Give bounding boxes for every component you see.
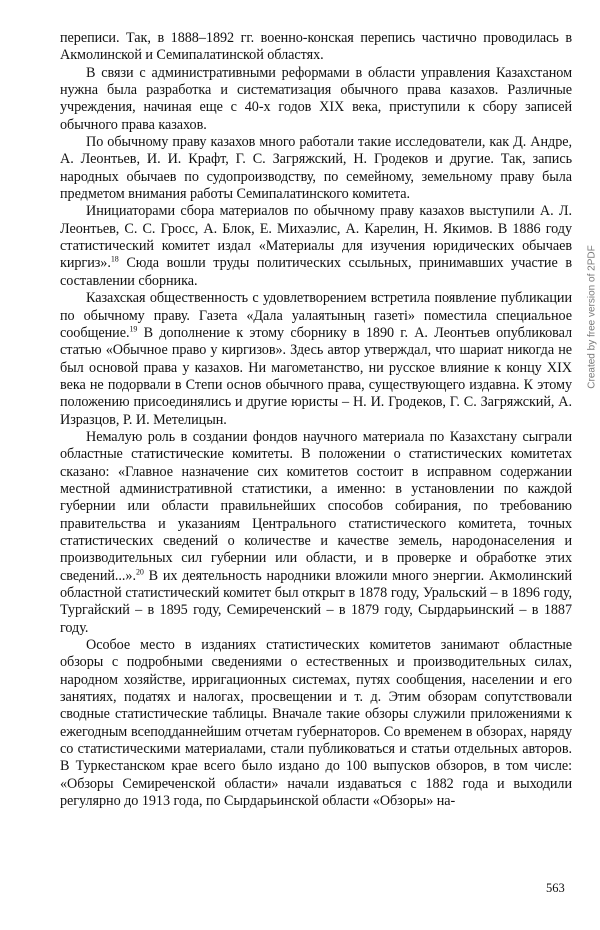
paragraph-6 bbox=[60, 429, 572, 637]
paragraph-text: Сюда вошли труды политических ссыльных, принимавших участие в составлении сборника. bbox=[60, 255, 572, 289]
paragraph-text: Казахская общественность с удовлетворением встретила появление публикации по обычному праву. Газета «Дала уалаятының газеті» поместила специальное сообщение. bbox=[60, 290, 572, 341]
footnote-ref: 19 bbox=[129, 324, 138, 334]
footnote-ref: 20 bbox=[135, 566, 144, 576]
paragraph-2 bbox=[60, 65, 572, 134]
paragraph-5 bbox=[60, 290, 572, 429]
paragraph-text: В дополнение к этому сборнику в 1890 г. А. Леонтьев опубликовал статью «Обычное право у киргизов». Здесь автор утверждал, что шариат никогда не был основой права у казахов. Ни магометанство, ни русское влияние к концу XIX века не подорвали в Степи основ обычного права, существующего издавна. К этому положению присоединялись и другие юристы – Н. И. Гродеков, Г. С. Загряжский, А. Изразцов, Р. И. Метелицын. bbox=[60, 324, 572, 428]
watermark: Created by free version of 2PDF bbox=[586, 245, 598, 389]
paragraph-text: Инициаторами сбора материалов по обычному праву казахов выступили А. Л. Леонтьев, С. С. Гросс, А. Блок, Е. Михаэлис, А. Карелин, Н. Якимов. В 1886 году статистический комитет издал «Материалы для изучения юридических обычаев киргиз». bbox=[60, 203, 572, 272]
paragraph-text: Особое место в изданиях статистических комитетов занимают областные обзоры с подробными сведениями о естественных и производительных силах, народном хозяйстве, ирригационных системах, путях сообщения, населении и его занятиях, податях и налогах, просвещении и т. д. Этим обзорам сопутствовали сводные статистические таблицы. Вначале такие обзоры служили приложениями к ежегодным всеподданнейшим отчетам губернаторов. Со временем в обзорах, наряду со статистическими материалами, стали публиковаться и статьи отдельных авторов. В Туркестанском крае всего было издано до 100 выпусков обзоров, в том числе: «Обзоры Семиреченской области» начали издаваться с 1882 года и выходили регулярно до 1913 года, по Сырдарьинской области «Обзоры» на- bbox=[60, 637, 572, 810]
paragraph-text: переписи. Так, в 1888–1892 гг. военно-конская перепись частично проводилась в Акмолинской и Семипалатинской областях. bbox=[60, 30, 572, 64]
paragraph-text: Немалую роль в создании фондов научного материала по Казахстану сыграли областные статистические комитеты. В положении о статистических комитетах сказано: «Главное назначение сих комитетов состоит в исправном содержании местной административной статистики, а именно: в установлении по каждой губернии или области правильнейших способов собирания, по требованию правительства и указаниям Центрального статистического комитета, точных статистических сведений о количестве и качестве земель, народонаселения и производительных сил губернии или области, и в проверке и обработке этих сведений...». bbox=[60, 428, 572, 584]
footnote-ref: 18 bbox=[110, 254, 119, 264]
paragraph-text: В связи с административными реформами в области управления Казахстаном нужна была разработка и систематизация обычного права казахов. Различные учреждения, начиная еще с 40-х годов XIX века, приступили к сбору записей обычного права казахов. bbox=[60, 64, 572, 133]
paragraph-text: В их деятельность народники вложили много энергии. Акмолинский областной статистический комитет был открыт в 1878 году, Уральский – в 1896 году, Тургайский – в 1895 году, Семиреченский – в 1879 году, Сырдарьинский – в 1887 году. bbox=[60, 567, 572, 636]
paragraph-1 bbox=[60, 30, 572, 65]
paragraph-7 bbox=[60, 637, 572, 810]
page-number: 563 bbox=[546, 881, 565, 895]
paragraph-3 bbox=[60, 134, 572, 203]
body-text bbox=[60, 30, 572, 810]
paragraph-text: По обычному праву казахов много работали такие исследователи, как Д. Андре, А. Леонтьев, И. И. Крафт, Г. С. Загряжский, Н. Гродеков и другие. Так, запись народных обычаев по судопроизводству, по семейному, земельному праву была предметом внимания работы Семипалатинского комитета. bbox=[60, 134, 572, 203]
paragraph-4 bbox=[60, 203, 572, 290]
